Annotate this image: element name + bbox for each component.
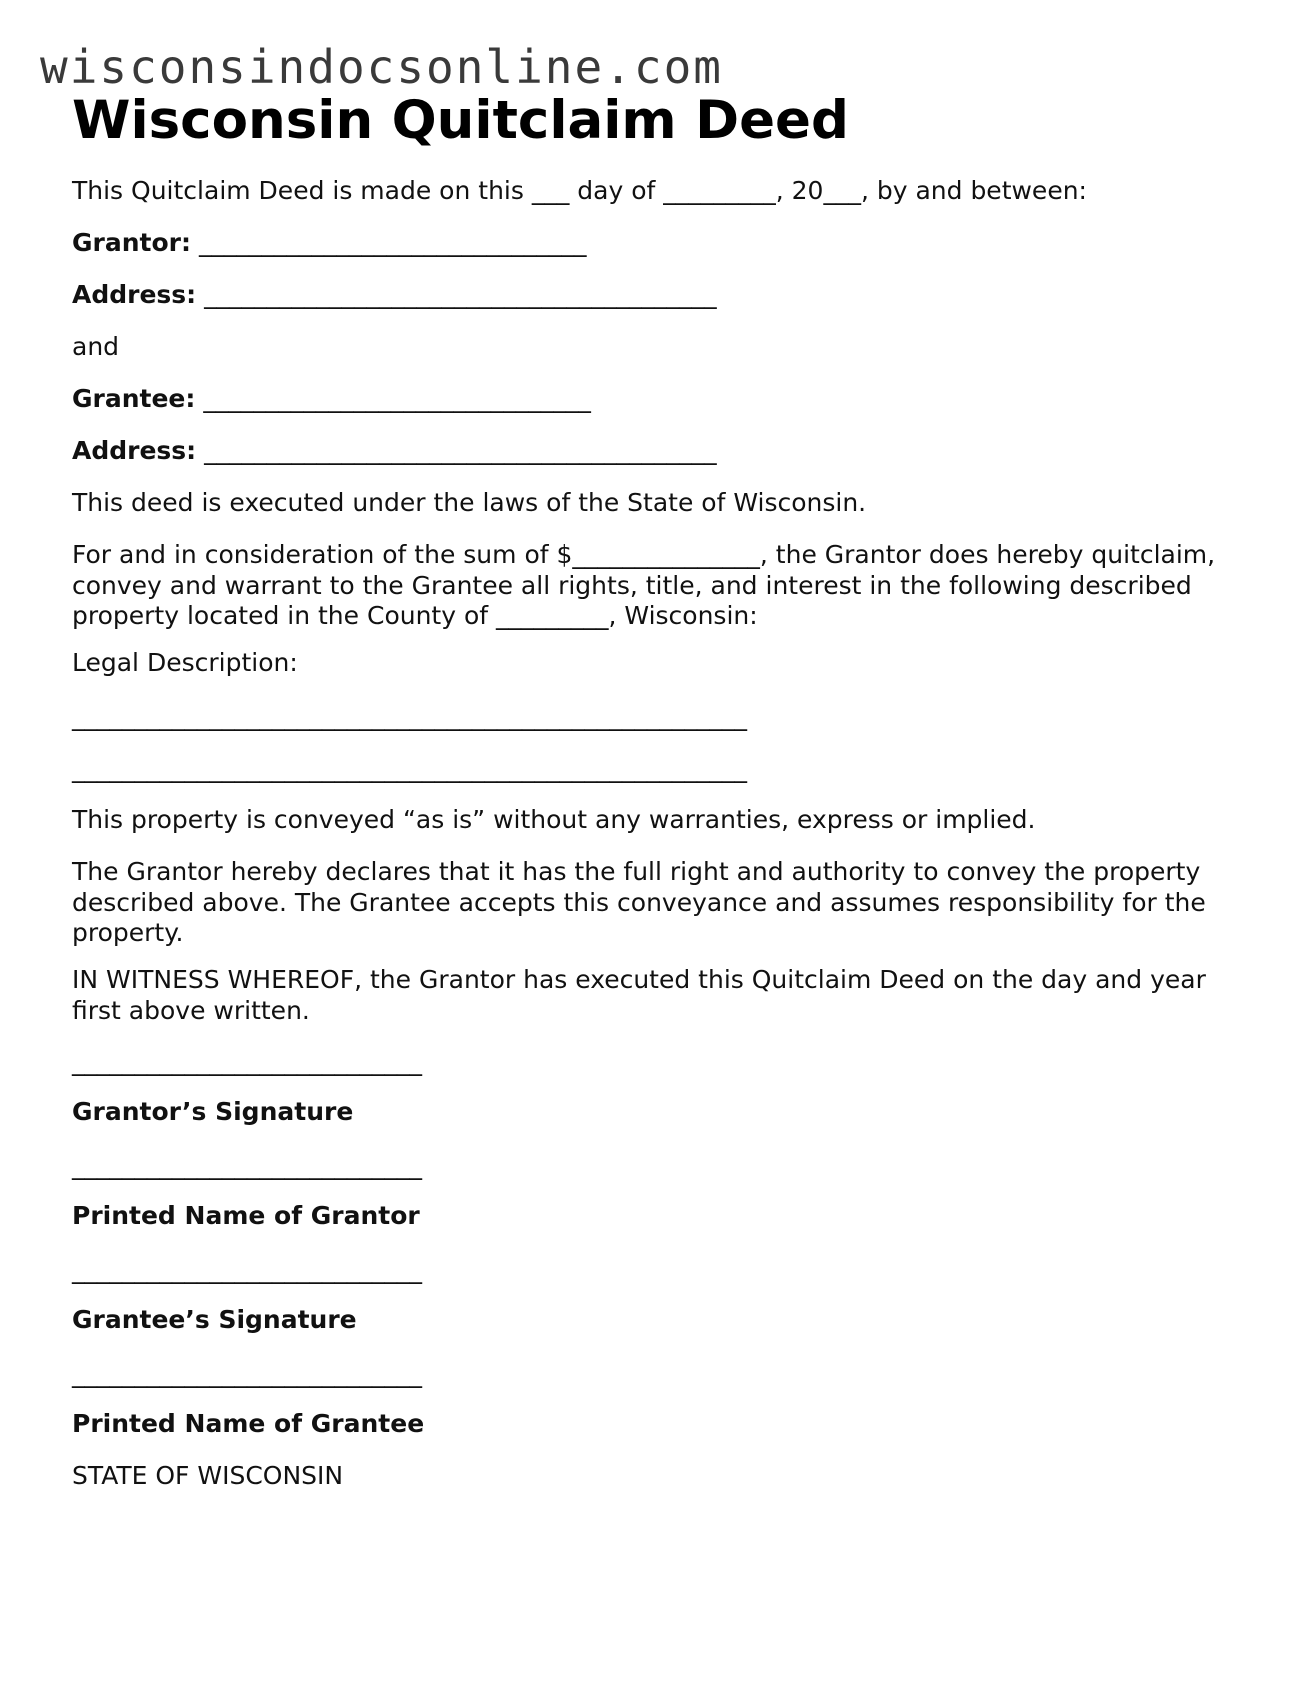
- legal-description-label: Legal Description:: [72, 648, 298, 677]
- grantor-signature-line: ____________________________: [72, 1047, 422, 1076]
- grantor-address-field: [72, 280, 717, 310]
- grantee-signature-line: ____________________________: [72, 1255, 422, 1284]
- grantor-address-label: Address:: [72, 280, 197, 309]
- grantee-address-field: [72, 436, 717, 466]
- grantee-label: Grantee:: [72, 384, 196, 413]
- grantee-printed-name-line: ____________________________: [72, 1359, 422, 1388]
- legal-description-line-2: ______________________________________________________: [72, 754, 747, 783]
- grantee-blank: _______________________________: [203, 384, 591, 413]
- grantee-signature-label: Grantee’s Signature: [72, 1305, 357, 1334]
- laws-statement: This deed is executed under the laws of the State of Wisconsin.: [72, 488, 867, 517]
- legal-description-line-1: ______________________________________________________: [72, 702, 747, 731]
- grantor-printed-name-label: Printed Name of Grantor: [72, 1201, 420, 1230]
- grantee-address-blank: _________________________________________: [204, 436, 717, 465]
- witness-paragraph: IN WITNESS WHEREOF, the Grantor has executed this Quitclaim Deed on the day and year first above written.: [72, 965, 1206, 1025]
- grantee-field: [72, 384, 591, 414]
- consideration-paragraph: For and in consideration of the sum of $_______________, the Grantor does hereby quitclaim, convey and warrant to the Grantee all rights, title, and interest in the following described property located in the County of _________, Wisconsin:: [72, 540, 1216, 630]
- intro-line: This Quitclaim Deed is made on this ___ day of _________, 20___, by and between:: [72, 176, 1087, 205]
- state-heading: STATE OF WISCONSIN: [72, 1461, 344, 1490]
- grantor-signature-label: Grantor’s Signature: [72, 1097, 354, 1126]
- as-is-statement: This property is conveyed “as is” without any warranties, express or implied.: [72, 805, 1036, 834]
- grantor-printed-name-line: ____________________________: [72, 1151, 422, 1180]
- watermark-text: wisconsindocsonline.com: [40, 40, 723, 94]
- and-text: and: [72, 332, 120, 361]
- grantee-printed-name-label: Printed Name of Grantee: [72, 1409, 425, 1438]
- authority-paragraph: The Grantor hereby declares that it has the full right and authority to convey the property described above. The Grantee accepts this conveyance and assumes responsibility for the property.: [72, 857, 1206, 947]
- grantor-label: Grantor:: [72, 228, 191, 257]
- grantor-field: [72, 228, 586, 258]
- grantor-blank: _______________________________: [198, 228, 587, 257]
- grantor-address-blank: _________________________________________: [204, 280, 717, 309]
- grantee-address-label: Address:: [72, 436, 197, 465]
- document-title: Wisconsin Quitclaim Deed: [72, 90, 849, 151]
